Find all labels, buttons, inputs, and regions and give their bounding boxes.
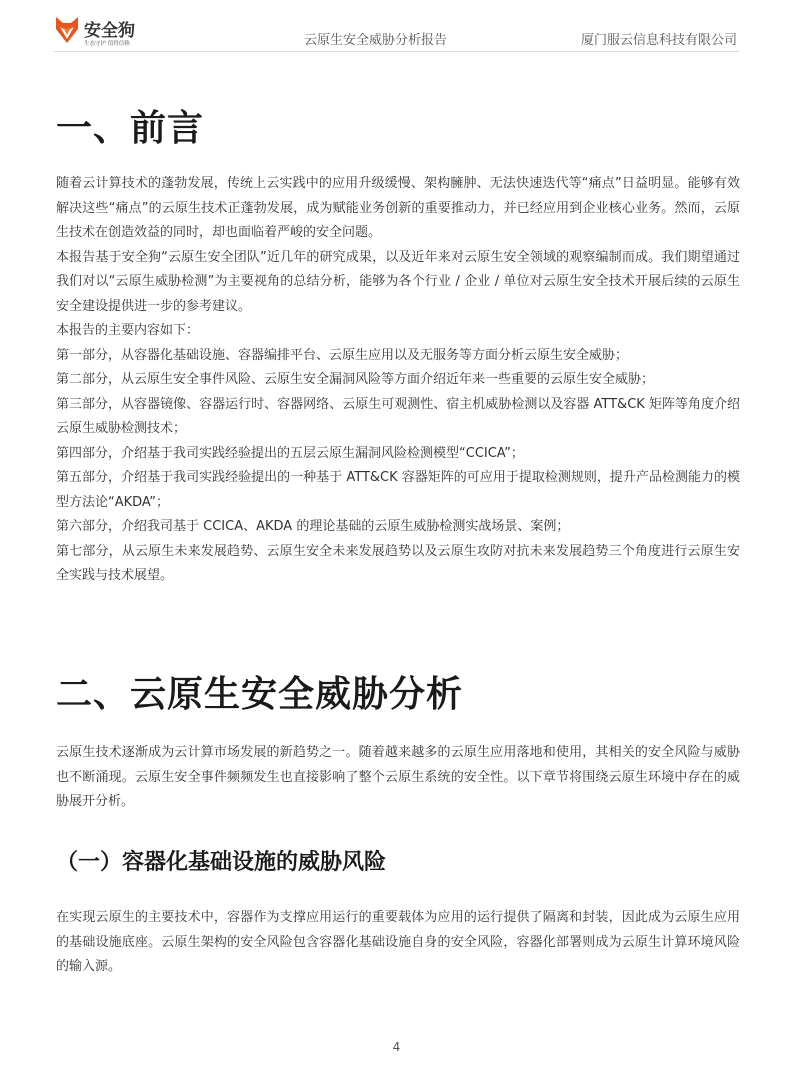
report-title: 云原生安全威胁分析报告: [304, 33, 448, 48]
header-divider: [54, 51, 739, 52]
list-item: 第二部分，从云原生安全事件风险、云原生安全漏洞风险等方面介绍近年来一些重要的云原生安全威胁；: [56, 372, 655, 387]
subsection-body: 在实现云原生的主要技术中，容器作为支撑应用运行的重要载体为应用的运行提供了隔离和封装，因此成为云原生应用的基础设施底座。云原生架构的安全风险包含容器化基础设施自身的安全风险，容器化部署则成为云原生计算环境风险的输入源。: [56, 910, 740, 974]
list-item: 第三部分，从容器镜像、容器运行时、容器网络、云原生可观测性、宿主机威胁检测以及容器 ATT&CK 矩阵等角度介绍云原生威胁检测技术；: [56, 396, 740, 436]
brand-slogan: 生态守护 值得信赖: [84, 41, 130, 47]
list-item: 第四部分，介绍基于我司实践经验提出的五层云原生漏洞风险检测模型“CCICA”；: [56, 445, 524, 461]
list-item: 第五部分，介绍基于我司实践经验提出的一种基于 ATT&CK 容器矩阵的可应用于提取检测规则，提升产品检测能力的模型方法论“AKDA”；: [56, 470, 740, 510]
section2-heading: 二、云原生安全威胁分析: [56, 674, 464, 715]
subsection-heading: （一）容器化基础设施的威胁风险: [56, 850, 387, 875]
page-header: [0, 0, 793, 52]
paragraph: 本报告的主要内容如下：: [56, 323, 200, 338]
list-item: 第一部分，从容器化基础设施、容器编排平台、云原生应用以及无服务等方面分析云原生安全威胁；: [56, 347, 629, 363]
section1-heading: 一、前言: [56, 108, 205, 149]
fox-logo-icon: [54, 15, 80, 45]
list-item: 第七部分，从云原生未来发展趋势、云原生安全未来发展趋势以及云原生攻防对抗未来发展趋势三个角度进行云原生安全实践与技术展望。: [56, 543, 740, 583]
section1-body: [56, 172, 740, 589]
page-number: 4: [392, 1040, 401, 1054]
paragraph: 随着云计算技术的蓬勃发展，传统上云实践中的应用升级缓慢、架构臃肿、无法快速迭代等“痛点”日益明显。能够有效解决这些“痛点”的云原生技术正蓬勃发展，成为赋能业务创新的重要推动力，并已经应用到企业核心业务。然而，云原生技术在创造效益的同时，却也面临着严峻的安全问题。: [56, 176, 740, 240]
brand-logo: [54, 15, 174, 49]
paragraph: 本报告基于安全狗“云原生安全团队”近几年的研究成果，以及近年来对云原生安全领域的观察编制而成。我们期望通过我们对以“云原生威胁检测”为主要视角的总结分析，能够为各个行业 / 企业 / 单位对云原生安全技术开展后续的云原生安全建设提供进一步的参考建议。: [56, 249, 740, 314]
brand-name: 安全狗: [84, 21, 135, 41]
company-name: 厦门服云信息科技有限公司: [580, 33, 737, 48]
section2-intro: 云原生技术逐渐成为云计算市场发展的新趋势之一。随着越来越多的云原生应用落地和使用，其相关的安全风险与威胁也不断涌现。云原生安全事件频频发生也直接影响了整个云原生系统的安全性。以下章节将围绕云原生环境中存在的威胁展开分析。: [56, 745, 740, 809]
list-item: 第六部分，介绍我司基于 CCICA、AKDA 的理论基础的云原生威胁检测实战场景、案例；: [56, 519, 570, 534]
